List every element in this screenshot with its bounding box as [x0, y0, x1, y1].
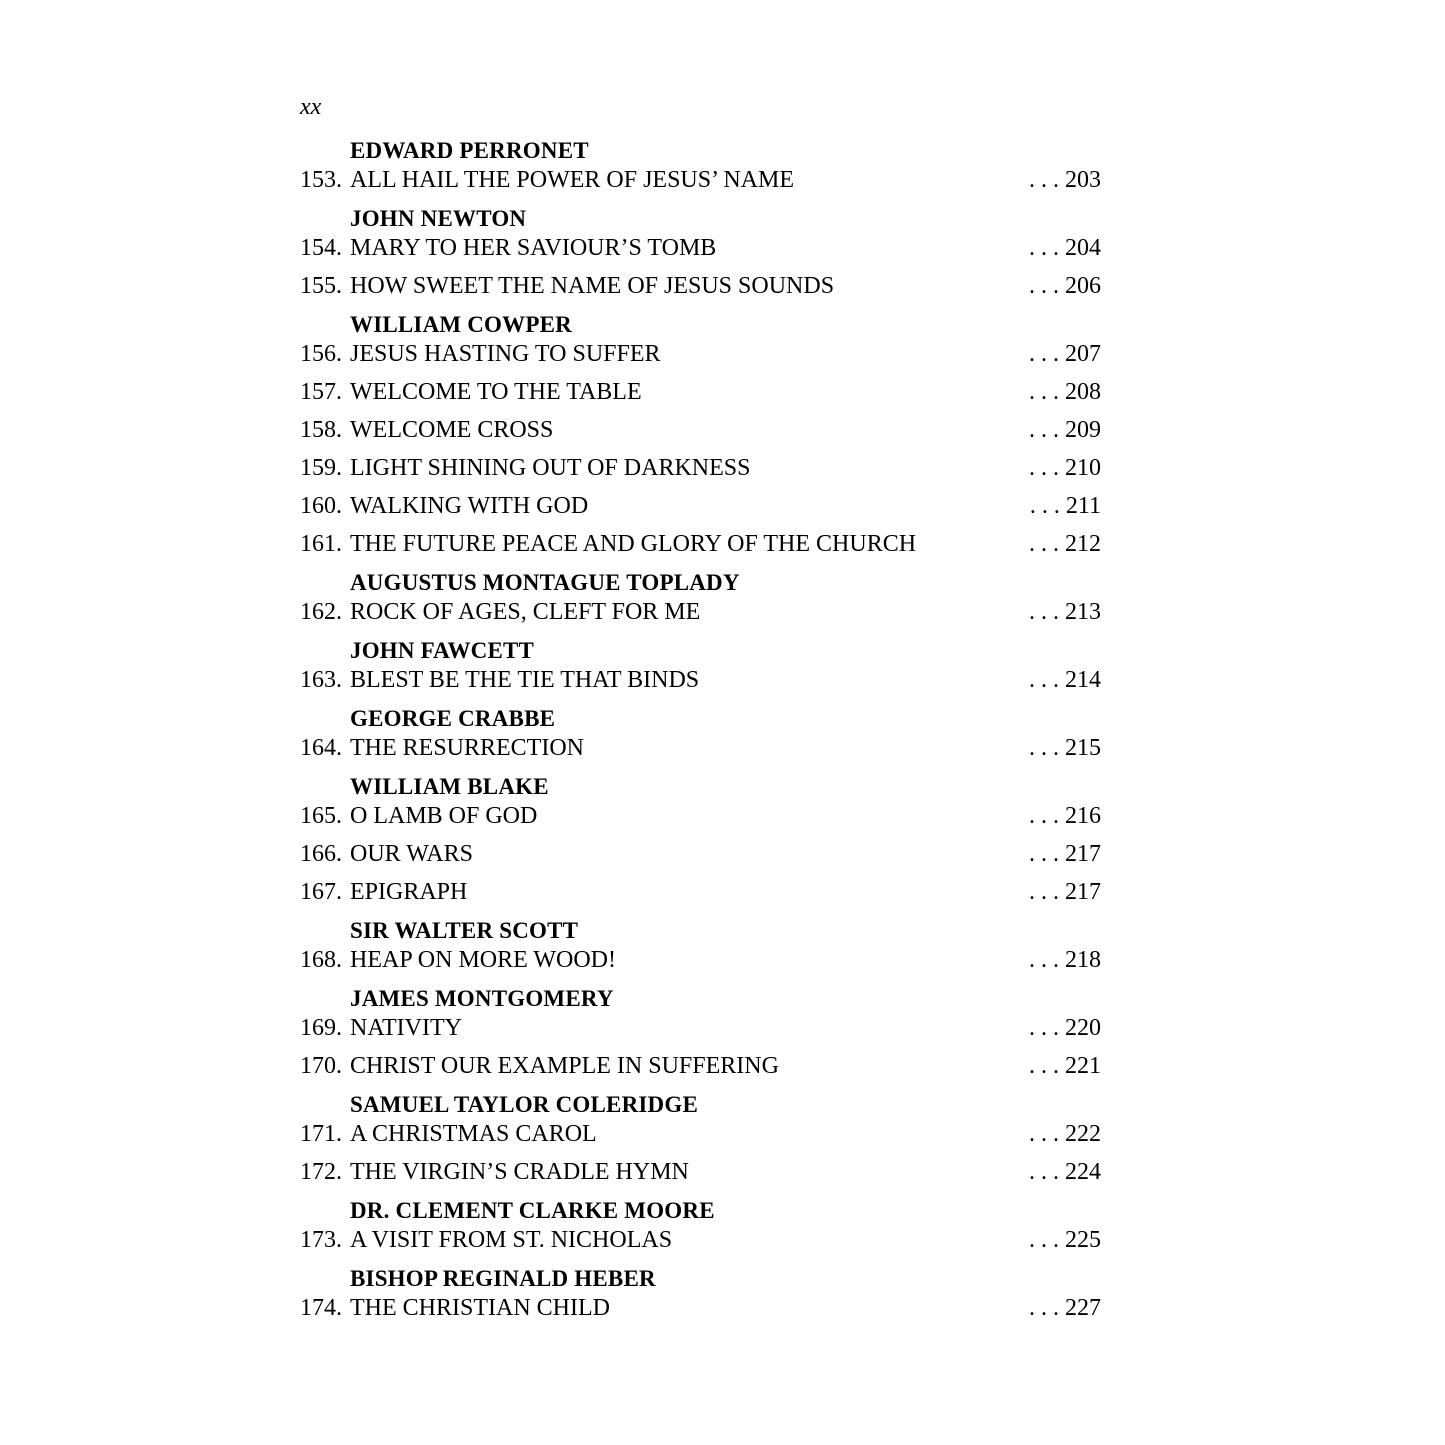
toc-entry	[300, 1157, 1101, 1187]
entry-number: 168.	[300, 947, 342, 973]
author-name: DR. CLEMENT CLARKE MOORE	[350, 1198, 715, 1223]
entry-page-number: . . . 212	[1029, 531, 1101, 557]
toc-entry	[300, 733, 1101, 763]
entry-page-number: . . . 222	[1029, 1121, 1101, 1147]
entry-page-number: . . . 217	[1029, 841, 1101, 867]
author-section	[300, 917, 1101, 975]
toc-entry	[300, 491, 1101, 521]
entry-number: 161.	[300, 531, 342, 557]
toc-entry	[300, 453, 1101, 483]
author-name: SAMUEL TAYLOR COLERIDGE	[350, 1092, 698, 1117]
author-section	[300, 637, 1101, 695]
entry-title: JESUS HASTING TO SUFFER	[350, 341, 661, 367]
entry-number: 165.	[300, 803, 342, 829]
entry-page-number: . . . 220	[1029, 1015, 1101, 1041]
toc-entry	[300, 945, 1101, 975]
page-number: xx	[300, 94, 322, 120]
entry-title: ALL HAIL THE POWER OF JESUS’ NAME	[350, 167, 794, 193]
toc-entry	[300, 1119, 1101, 1149]
toc-entry	[300, 415, 1101, 445]
entry-number: 158.	[300, 417, 342, 443]
entry-number: 171.	[300, 1121, 342, 1147]
toc-entry	[300, 1293, 1101, 1323]
entry-title: THE CHRISTIAN CHILD	[350, 1295, 610, 1321]
entry-title: A VISIT FROM ST. NICHOLAS	[350, 1227, 673, 1253]
entry-title: CHRIST OUR EXAMPLE IN SUFFERING	[350, 1053, 779, 1079]
author-section	[300, 1091, 1101, 1187]
entry-title: THE VIRGIN’S CRADLE HYMN	[350, 1159, 689, 1185]
toc-entry	[300, 339, 1101, 369]
author-section	[300, 205, 1101, 301]
entry-number: 169.	[300, 1015, 342, 1041]
entry-page-number: . . . 221	[1029, 1053, 1101, 1079]
author-section	[300, 1197, 1101, 1255]
author-name: BISHOP REGINALD HEBER	[350, 1266, 656, 1291]
author-section	[300, 985, 1101, 1081]
entry-page-number: . . . 217	[1029, 879, 1101, 905]
author-name: JOHN FAWCETT	[350, 638, 535, 663]
entry-page-number: . . . 215	[1029, 735, 1101, 761]
entry-number: 174.	[300, 1295, 342, 1321]
entry-title: NATIVITY	[350, 1015, 462, 1041]
entry-page-number: . . . 225	[1029, 1227, 1101, 1253]
entry-page-number: . . . 203	[1029, 167, 1101, 193]
author-name: JAMES MONTGOMERY	[350, 986, 614, 1011]
toc-entry	[300, 1013, 1101, 1043]
entry-title: ROCK OF AGES, CLEFT FOR ME	[350, 599, 701, 625]
entry-title: A CHRISTMAS CAROL	[350, 1121, 597, 1147]
entry-number: 154.	[300, 235, 342, 261]
author-name: GEORGE CRABBE	[350, 706, 556, 731]
entry-number: 159.	[300, 455, 342, 481]
author-name: WILLIAM COWPER	[350, 312, 572, 337]
entry-number: 160.	[300, 493, 342, 519]
toc-entry	[300, 597, 1101, 627]
entry-title: EPIGRAPH	[350, 879, 468, 905]
entry-page-number: . . . 209	[1029, 417, 1101, 443]
toc-entry	[300, 839, 1101, 869]
entry-title: MARY TO HER SAVIOUR’S TOMB	[350, 235, 717, 261]
entry-number: 162.	[300, 599, 342, 625]
entry-title: WALKING WITH GOD	[350, 493, 589, 519]
entry-number: 167.	[300, 879, 342, 905]
entry-page-number: . . . 224	[1029, 1159, 1101, 1185]
entry-page-number: . . . 227	[1029, 1295, 1101, 1321]
author-section	[300, 137, 1101, 195]
entry-title: LIGHT SHINING OUT OF DARKNESS	[350, 455, 751, 481]
entry-page-number: . . . 206	[1029, 273, 1101, 299]
entry-number: 157.	[300, 379, 342, 405]
toc-entry	[300, 1051, 1101, 1081]
entry-title: BLEST BE THE TIE THAT BINDS	[350, 667, 700, 693]
entry-title: HOW SWEET THE NAME OF JESUS SOUNDS	[350, 273, 835, 299]
author-section	[300, 311, 1101, 559]
entry-number: 155.	[300, 273, 342, 299]
entry-number: 170.	[300, 1053, 342, 1079]
entry-number: 156.	[300, 341, 342, 367]
toc-entry	[300, 1225, 1101, 1255]
entry-page-number: . . . 216	[1029, 803, 1101, 829]
entry-title: OUR WARS	[350, 841, 473, 867]
toc-entry	[300, 233, 1101, 263]
entry-page-number: . . . 211	[1029, 493, 1101, 519]
entry-number: 153.	[300, 167, 342, 193]
toc-entry	[300, 801, 1101, 831]
author-section	[300, 773, 1101, 907]
author-name: WILLIAM BLAKE	[350, 774, 549, 799]
entry-number: 163.	[300, 667, 342, 693]
toc-entry	[300, 877, 1101, 907]
entry-title: WELCOME CROSS	[350, 417, 554, 443]
author-name: SIR WALTER SCOTT	[350, 918, 579, 943]
entry-title: WELCOME TO THE TABLE	[350, 379, 642, 405]
author-name: EDWARD PERRONET	[350, 138, 589, 163]
entry-number: 164.	[300, 735, 342, 761]
entry-number: 172.	[300, 1159, 342, 1185]
entry-title: O LAMB OF GOD	[350, 803, 538, 829]
toc-entry	[300, 271, 1101, 301]
entry-page-number: . . . 204	[1029, 235, 1101, 261]
toc-entry	[300, 165, 1101, 195]
entry-page-number: . . . 213	[1029, 599, 1101, 625]
entry-page-number: . . . 207	[1029, 341, 1101, 367]
toc-entry	[300, 377, 1101, 407]
entry-title: THE RESURRECTION	[350, 735, 584, 761]
entry-page-number: . . . 208	[1029, 379, 1101, 405]
author-section	[300, 1265, 1101, 1323]
entry-page-number: . . . 210	[1029, 455, 1101, 481]
toc-entry	[300, 665, 1101, 695]
author-name: JOHN NEWTON	[350, 206, 527, 231]
entry-number: 173.	[300, 1227, 342, 1253]
table-of-contents	[300, 137, 1101, 1323]
entry-title: HEAP ON MORE WOOD!	[350, 947, 616, 973]
author-section	[300, 569, 1101, 627]
author-section	[300, 705, 1101, 763]
toc-entry	[300, 529, 1101, 559]
entry-page-number: . . . 214	[1029, 667, 1101, 693]
entry-number: 166.	[300, 841, 342, 867]
author-name: AUGUSTUS MONTAGUE TOPLADY	[350, 570, 740, 595]
entry-title: THE FUTURE PEACE AND GLORY OF THE CHURCH	[350, 531, 917, 557]
entry-page-number: . . . 218	[1029, 947, 1101, 973]
